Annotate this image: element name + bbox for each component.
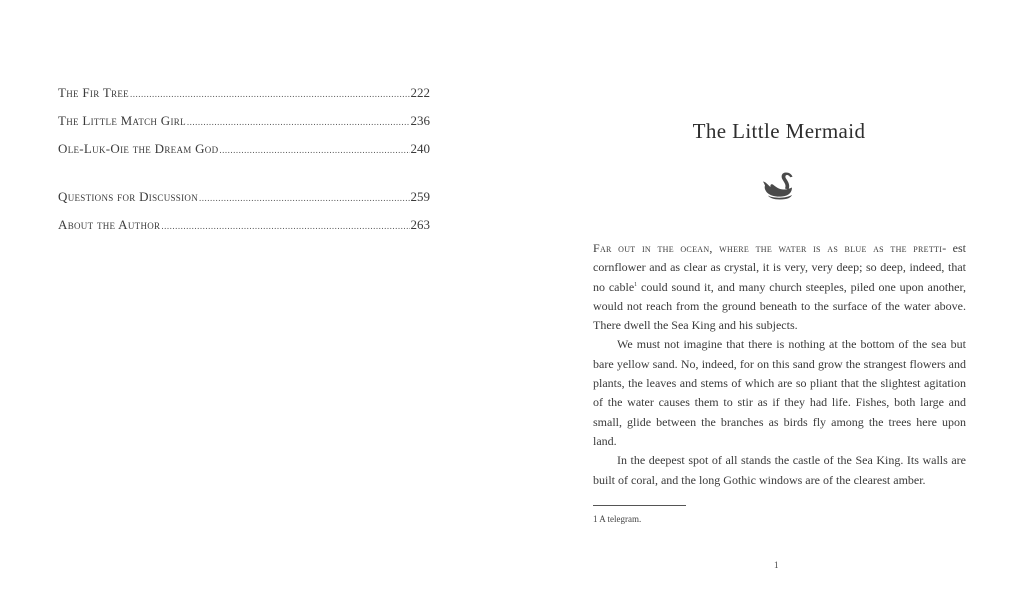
paragraph-text: est cornflower and as clear as crystal, it is very, very deep; so deep, indeed, that no cable [593, 241, 966, 294]
toc-entry-title: About the Author [58, 217, 161, 232]
paragraph-text: could sound it, and many church steeples, piled one upon another, would not reach from the ground beneath to the surface of the water above. There dwell the Sea King and his subjects. [593, 279, 966, 333]
paragraph: We must not imagine that there is nothing at the bottom of the sea but bare yellow sand. No, indeed, for on this sand grow the strangest flowers and plants, the leaves and stems of which are so pliant that the slightest agitation of the water causes them to stir as if they had life. Fishes, both large and small, glide between the branches as birds fly among the trees here upon land. [593, 337, 966, 448]
footnote-reference[interactable]: 1 [634, 281, 638, 288]
toc-entry-title: The Little Match Girl [58, 113, 186, 128]
toc-entry[interactable] [58, 140, 430, 168]
page-number: 1 [774, 560, 779, 570]
toc-entry[interactable] [58, 188, 430, 216]
toc-entry-page: 236 [410, 113, 430, 128]
right-page [512, 0, 1024, 606]
toc-entry-page: 263 [410, 217, 430, 232]
chapter-title: The Little Mermaid [692, 119, 866, 143]
toc-leader-dots [199, 189, 410, 207]
footnote: 1 A telegram. [593, 514, 642, 524]
toc-entry-title: Questions for Discussion [58, 189, 198, 204]
toc-leader-dots [219, 141, 409, 159]
toc-entry[interactable] [58, 112, 430, 140]
toc-entry-page: 222 [410, 85, 430, 100]
toc-entry-title: The Fir Tree [58, 85, 129, 100]
swan-icon [761, 171, 799, 201]
toc-entry-page: 259 [410, 189, 430, 204]
footnote-divider [593, 505, 686, 506]
opening-small-caps: Far out in the ocean, where the water is as blue as the pretti- [593, 241, 947, 255]
toc-entry[interactable] [58, 84, 430, 112]
toc-leader-dots [161, 217, 409, 235]
toc-entry[interactable] [58, 216, 430, 244]
paragraph [593, 239, 966, 335]
toc-leader-dots [187, 113, 410, 131]
chapter-body [593, 239, 966, 490]
toc-entry-page: 240 [410, 141, 430, 156]
toc-entry-title: Ole-Luk-Oie the Dream God [58, 141, 219, 156]
paragraph: In the deepest spot of all stands the castle of the Sea King. Its walls are built of coral, and the long Gothic windows are of the clearest amber. [593, 453, 966, 487]
table-of-contents [58, 84, 430, 244]
toc-leader-dots [130, 85, 410, 103]
